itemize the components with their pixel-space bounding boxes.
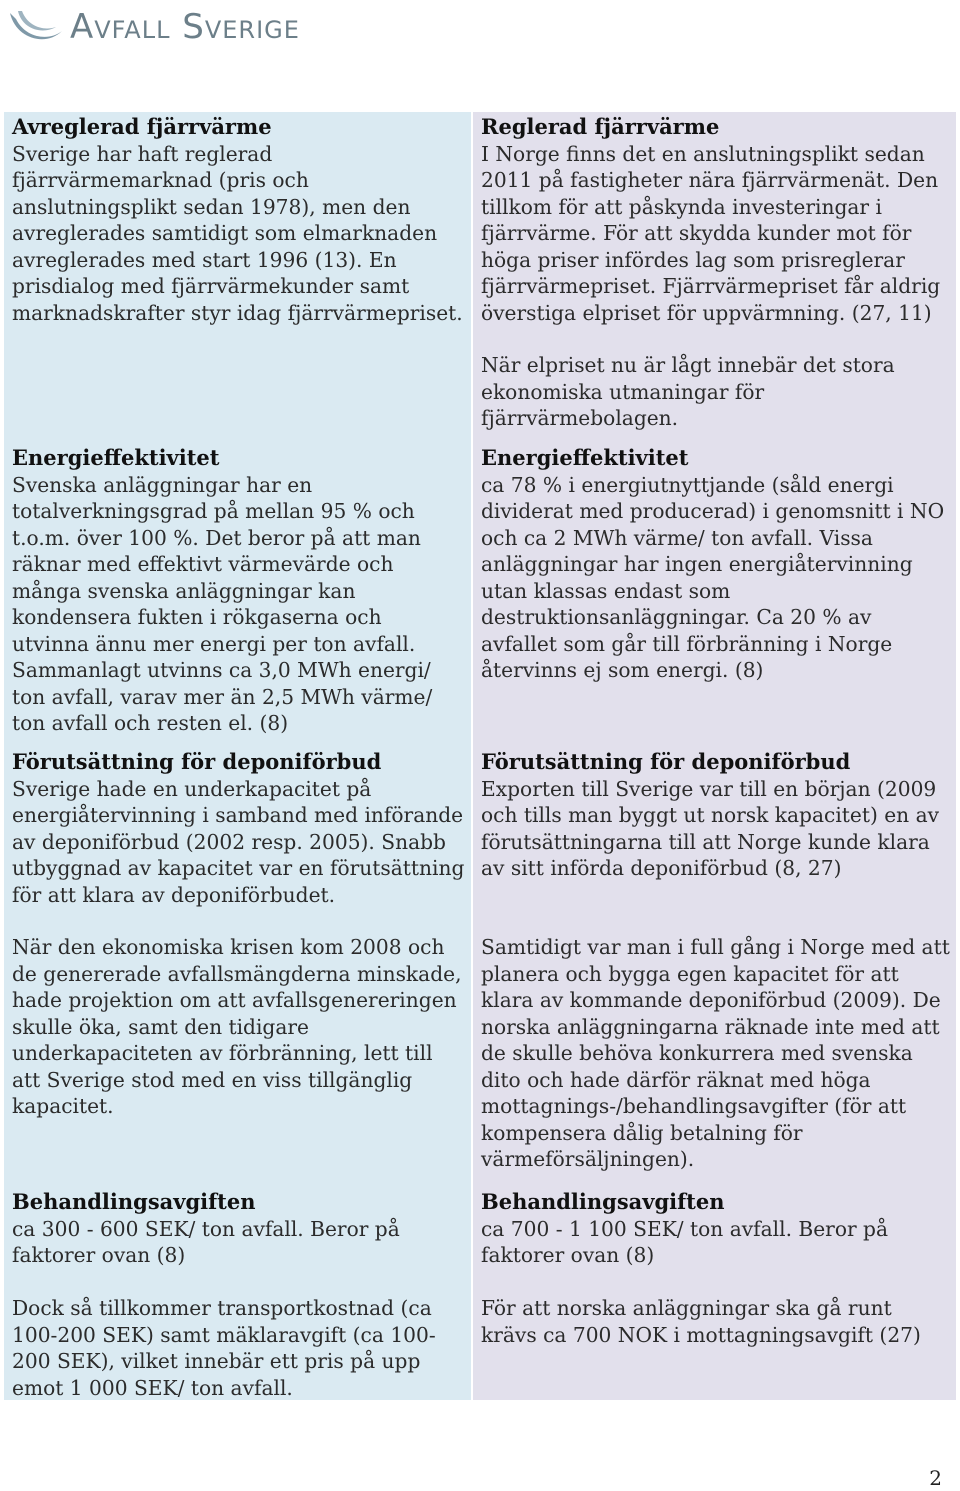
section-text: Samtidigt var man i full gång i Norge med att planera och bygga egen kapacitet för att klara av kommande deponiförbud (2009). De norska anläggningarna räknade inte med att de skulle behöva konkurrera med svenska dito och hade därför räknat med höga mottagnings-/behandlingsavgifter (för att kompensera dålig betalning för värmeförsäljningen). <box>481 935 950 1171</box>
section-text: För att norska anläggningar ska gå runt krävs ca 700 NOK i mottagningsavgift (27) <box>481 1296 921 1347</box>
right-section-landfill-ban-cont <box>481 934 950 1173</box>
section-text: Dock så tillkommer transportkostnad (ca 100-200 SEK) samt mäklaravgift (ca 100-200 SEK), vilket innebär ett pris på upp emot 1 000 SEK/ ton avfall. <box>12 1296 436 1400</box>
section-heading: Energieffektivitet <box>481 445 689 470</box>
section-heading: Behandlingsavgiften <box>12 1189 256 1214</box>
left-section-treatment-fee-cont <box>12 1295 465 1401</box>
left-section-district-heating <box>12 114 465 326</box>
right-section-district-heating-cont <box>481 352 950 432</box>
right-section-district-heating <box>481 114 950 326</box>
right-section-energy-efficiency <box>481 445 950 684</box>
right-section-landfill-ban <box>481 749 950 882</box>
sweden-column <box>4 112 471 1400</box>
section-text: ca 300 - 600 SEK/ ton avfall. Beror på faktorer ovan (8) <box>12 1216 400 1267</box>
section-heading: Energieffektivitet <box>12 445 220 470</box>
header-logo <box>6 4 300 50</box>
section-text: Sverige hade en underkapacitet på energiåtervinning i samband med införande av deponiförbud (2002 resp. 2005). Snabb utbyggnad av kapacitet var en förutsättning för att klara av deponiförbudet. <box>12 776 465 907</box>
left-section-treatment-fee <box>12 1189 465 1269</box>
section-heading: Förutsättning för deponiförbud <box>481 749 851 774</box>
section-heading: Avreglerad fjärrvärme <box>12 114 272 139</box>
section-heading: Reglerad fjärrvärme <box>481 114 720 139</box>
right-section-treatment-fee <box>481 1189 950 1269</box>
left-section-energy-efficiency <box>12 445 465 737</box>
section-text: När elpriset nu är lågt innebär det stora ekonomiska utmaningar för fjärrvärmebolagen. <box>481 353 895 430</box>
logo-text: Avfall Sverige <box>70 7 300 47</box>
norway-column <box>473 112 956 1400</box>
right-section-treatment-fee-cont <box>481 1295 950 1348</box>
section-text: ca 700 - 1 100 SEK/ ton avfall. Beror på faktorer ovan (8) <box>481 1216 889 1267</box>
section-heading: Förutsättning för deponiförbud <box>12 749 382 774</box>
left-section-landfill-ban-cont <box>12 934 465 1120</box>
section-text: Exporten till Sverige var till en början (2009 och tills man byggt ut norsk kapacitet) en av förutsättningarna till att Norge kunde klara av sitt införda deponiförbud (8, 27) <box>481 776 940 880</box>
section-text: När den ekonomiska krisen kom 2008 och de genererade avfallsmängderna minskade, hade projektion om att avfallsgenereringen skulle öka, samt den tidigare underkapaciteten av förbränning, lett till att Sverige stod med en viss tillgänglig kapacitet. <box>12 935 462 1118</box>
section-text: I Norge finns det en anslutningsplikt sedan 2011 på fastigheter nära fjärrvärmenät. Den tillkom för att påskynda investeringar i fjärrvärme. För att skydda kunder mot för höga priser infördes lag som prisreglerar fjärrvärmepriset. Fjärrvärmepriset får aldrig överstiga elpriset för uppvärmning. (27, 11) <box>481 141 941 325</box>
swoosh-logo-icon <box>6 5 64 49</box>
section-heading: Behandlingsavgiften <box>481 1189 725 1214</box>
page-number: 2 <box>929 1466 942 1490</box>
left-section-landfill-ban <box>12 749 465 908</box>
section-text: Svenska anläggningar har en totalverkningsgrad på mellan 95 % och t.o.m. över 100 %. Det beror på att man räknar med effektivt värmevärde och många svenska anläggningar kan kondensera fukten i rökgaserna och utvinna ännu mer energi per ton avfall. Sammanlagt utvinns ca 3,0 MWh energi/ ton avfall, varav mer än 2,5 MWh värme/ ton avfall och resten el. (8) <box>12 472 433 735</box>
section-text: ca 78 % i energiutnyttjande (såld energi dividerat med producerad) i genomsnitt i NO och ca 2 MWh värme/ ton avfall. Vissa anläggningar har ingen energiåtervinning utan klassas endast som destruktionsanläggningar. Ca 20 % av avfallet som går till förbränning i Norge återvinns ej som energi. (8) <box>481 472 945 682</box>
section-text: Sverige har haft reglerad fjärrvärmemarknad (pris och anslutningsplikt sedan 1978), men den avreglerades samtidigt som elmarknaden avreglerades med start 1996 (13). En prisdialog med fjärrvärmekunder samt marknadskrafter styr idag fjärrvärmepriset. <box>12 141 463 325</box>
